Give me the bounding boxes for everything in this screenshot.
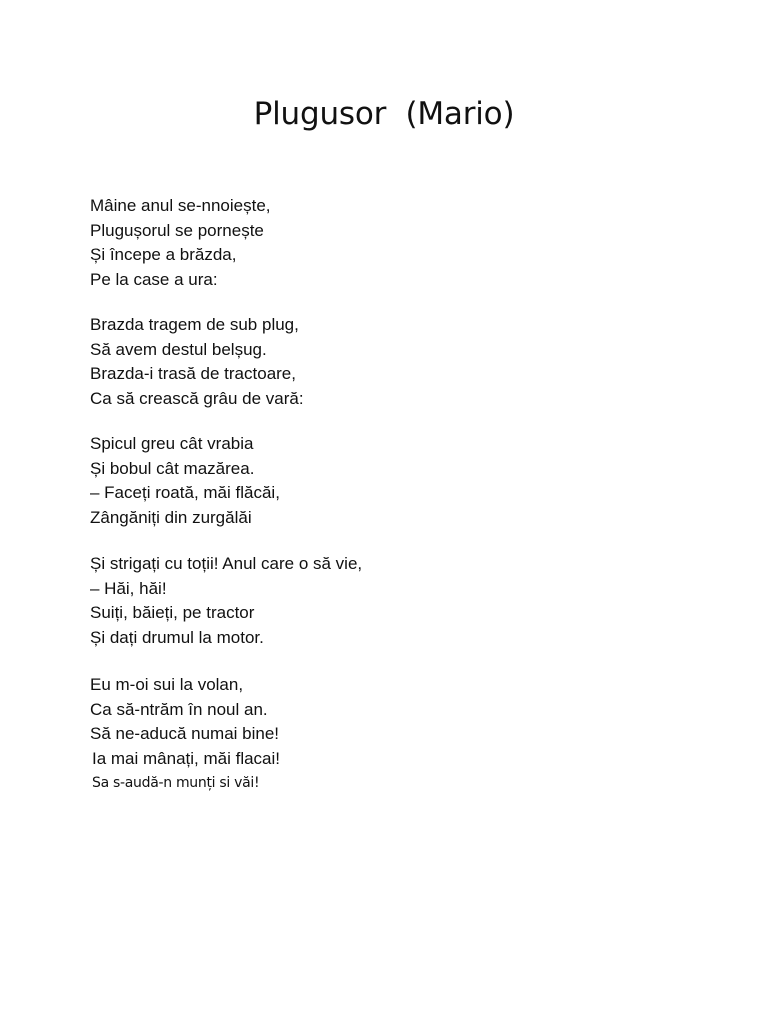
poem-line: Să ne-aducă numai bine! <box>90 724 280 743</box>
poem-line: Și începe a brăzda, <box>90 245 237 264</box>
poem-line: Ca să crească grâu de vară: <box>90 388 304 408</box>
poem-line: Spicul greu cât vrabia <box>90 434 254 453</box>
poem-line: Și strigați cu toții! Anul care o să vie, <box>90 554 363 573</box>
poem-line: Mâine anul se-nnoiește, <box>90 196 271 215</box>
poem-line: Să avem destul belșug. <box>90 339 267 359</box>
poem-line: Și dați drumul la motor. <box>90 627 264 647</box>
poem-line: Suiți, băieți, pe tractor <box>90 603 255 622</box>
poem-line: Ca să-ntrăm în noul an. <box>90 699 268 719</box>
page-title: Plugusor (Mario) <box>253 96 515 132</box>
poem-line: Și bobul cât mazărea. <box>90 458 255 478</box>
stanza-2 <box>90 313 710 411</box>
stanza-3 <box>90 432 710 530</box>
stanza-5 <box>90 673 710 795</box>
poem-line: Ia mai mânați, măi flacai! <box>92 748 281 768</box>
poem-line: Pe la case a ura: <box>90 269 218 289</box>
poem-line: Brazda tragem de sub plug, <box>90 315 299 334</box>
poem-line: Eu m-oi sui la volan, <box>90 675 244 694</box>
poem-line: Sa s-audă-n munți si văi! <box>92 775 260 791</box>
stanza-1 <box>90 194 710 292</box>
stanza-4 <box>90 552 710 650</box>
poem-line: Brazda-i trasă de tractoare, <box>90 364 296 383</box>
poem-line: – Faceți roată, măi flăcăi, <box>90 483 280 502</box>
poem-line: – Hăi, hăi! <box>90 578 167 598</box>
poem-line: Zângăniți din zurgălăi <box>90 507 252 527</box>
poem-line: Plugușorul se pornește <box>90 220 264 240</box>
